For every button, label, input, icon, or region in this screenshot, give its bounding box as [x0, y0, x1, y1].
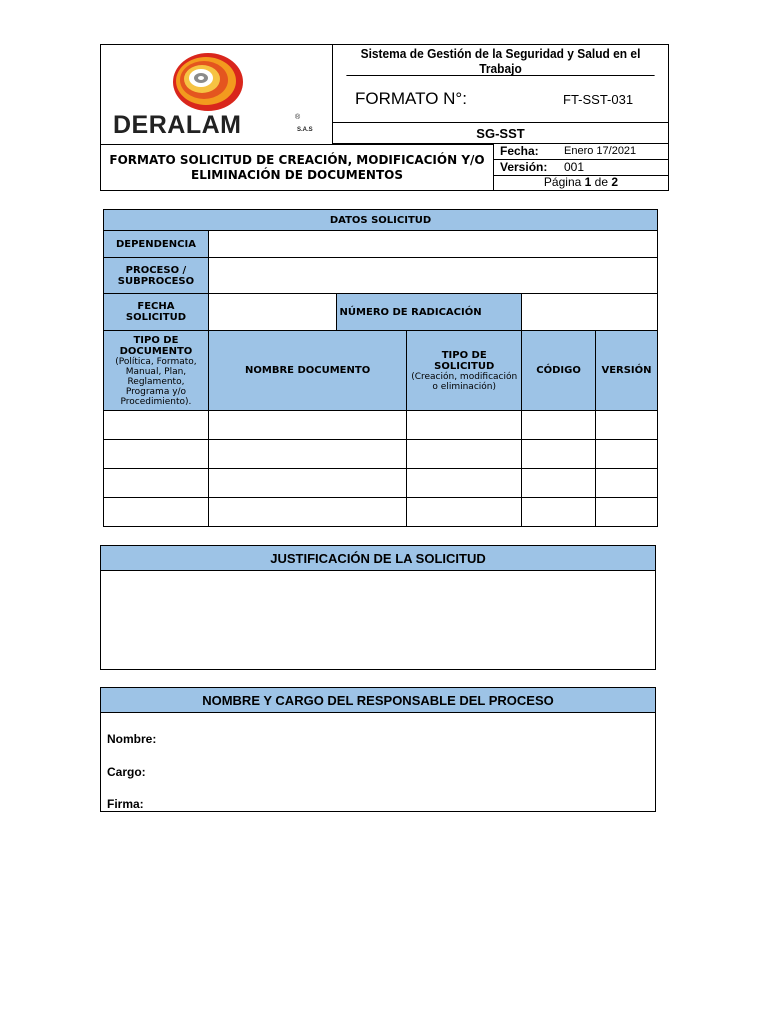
table-cell[interactable] — [104, 469, 209, 498]
cargo-label: Cargo: — [107, 765, 146, 779]
proceso-label: PROCESO / SUBPROCESO — [104, 258, 209, 294]
fecha-solicitud-field[interactable] — [208, 294, 336, 331]
version-value: 001 — [564, 160, 585, 174]
document-meta — [494, 144, 668, 190]
table-cell[interactable] — [595, 469, 657, 498]
page-current: 1 — [584, 175, 592, 189]
fecha-row — [494, 144, 668, 160]
table-cell[interactable] — [208, 498, 406, 527]
formato-label: FORMATO N°: — [355, 89, 467, 108]
table-cell[interactable] — [104, 440, 209, 469]
datos-solicitud-table — [103, 209, 658, 527]
nombre-label: Nombre: — [107, 732, 157, 746]
fecha-label: Fecha: — [500, 144, 539, 158]
table-row — [104, 498, 658, 527]
responsable-title: NOMBRE Y CARGO DEL RESPONSABLE DEL PROCESO — [101, 688, 655, 713]
table-cell[interactable] — [407, 469, 522, 498]
table-cell[interactable] — [407, 440, 522, 469]
system-title: Sistema de Gestión de la Seguridad y Salud en el Trabajo — [346, 45, 654, 76]
page-prefix: Página — [543, 175, 582, 189]
col-tipo-documento-note: (Política, Formato, Manual, Plan, Reglamento, Programa y/o Procedimiento). — [115, 356, 197, 407]
table-cell[interactable] — [208, 469, 406, 498]
table-cell[interactable] — [104, 498, 209, 527]
document-header — [100, 44, 669, 191]
fecha-solicitud-label: FECHA SOLICITUD — [104, 294, 209, 331]
responsable-section — [100, 687, 656, 812]
table-row — [104, 469, 658, 498]
justificacion-title: JUSTIFICACIÓN DE LA SOLICITUD — [101, 546, 655, 571]
table-cell[interactable] — [595, 498, 657, 527]
page-row — [494, 175, 668, 190]
registered-icon: ® — [295, 114, 301, 121]
table-cell[interactable] — [407, 498, 522, 527]
table-row — [104, 440, 658, 469]
radicacion-field[interactable] — [522, 294, 658, 331]
table-cell[interactable] — [407, 411, 522, 440]
page-total: 2 — [611, 175, 619, 189]
logo-cell — [101, 45, 333, 144]
col-nombre-documento: NOMBRE DOCUMENTO — [208, 331, 406, 411]
col-tipo-documento — [104, 331, 209, 411]
justificacion-field[interactable] — [101, 571, 655, 669]
program-label: SG-SST — [333, 123, 668, 144]
col-tipo-solicitud-note: (Creación, modificación o eliminación) — [411, 371, 518, 392]
form-title: FORMATO SOLICITUD DE CREACIÓN, MODIFICACIÓN Y/O ELIMINACIÓN DE DOCUMENTOS — [101, 144, 494, 190]
table-cell[interactable] — [595, 411, 657, 440]
table-cell[interactable] — [522, 498, 596, 527]
proceso-field[interactable] — [208, 258, 657, 294]
table-cell[interactable] — [522, 440, 596, 469]
version-label: Versión: — [500, 160, 548, 174]
table-row — [104, 411, 658, 440]
fecha-value: Enero 17/2021 — [564, 145, 637, 157]
col-tipo-solicitud — [407, 331, 522, 411]
col-version: VERSIÓN — [595, 331, 657, 411]
table-cell[interactable] — [208, 411, 406, 440]
version-row — [494, 160, 668, 176]
datos-title: DATOS SOLICITUD — [104, 210, 658, 231]
firma-label: Firma: — [107, 797, 144, 811]
formato-row — [333, 76, 668, 123]
logo-wordmark: DERALAM — [113, 111, 242, 139]
formato-code: FT-SST-031 — [563, 92, 634, 107]
deralam-logo-icon — [171, 51, 245, 113]
logo-suffix: S.A.S — [297, 127, 313, 133]
table-cell[interactable] — [522, 411, 596, 440]
table-cell[interactable] — [208, 440, 406, 469]
radicacion-label: NÚMERO DE RADICACIÓN — [336, 294, 522, 331]
col-codigo: CÓDIGO — [522, 331, 596, 411]
table-cell[interactable] — [522, 469, 596, 498]
justificacion-section — [100, 545, 656, 670]
table-cell[interactable] — [104, 411, 209, 440]
col-tipo-documento-label: TIPO DE DOCUMENTO — [119, 334, 193, 357]
table-cell[interactable] — [595, 440, 657, 469]
dependencia-label: DEPENDENCIA — [104, 231, 209, 258]
col-tipo-solicitud-label: TIPO DE SOLICITUD — [434, 349, 495, 372]
page-of: de — [594, 175, 609, 189]
dependencia-field[interactable] — [208, 231, 657, 258]
